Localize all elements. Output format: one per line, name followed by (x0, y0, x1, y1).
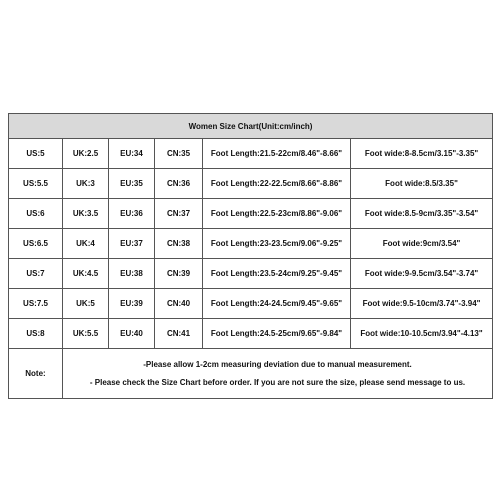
cell-us: US:5 (9, 139, 63, 169)
table-row (9, 289, 493, 319)
cell-width: Foot wide:9.5-10cm/3.74"-3.94" (351, 289, 493, 319)
title-row (9, 114, 493, 139)
cell-width: Foot wide:10-10.5cm/3.94"-4.13" (351, 319, 493, 349)
cell-length: Foot Length:21.5-22cm/8.46"-8.66" (203, 139, 351, 169)
cell-us: US:8 (9, 319, 63, 349)
cell-cn: CN:37 (155, 199, 203, 229)
cell-cn: CN:36 (155, 169, 203, 199)
cell-length: Foot Length:22.5-23cm/8.86"-9.06" (203, 199, 351, 229)
cell-uk: UK:4 (63, 229, 109, 259)
cell-uk: UK:3 (63, 169, 109, 199)
cell-us: US:5.5 (9, 169, 63, 199)
table-row (9, 199, 493, 229)
cell-us: US:7 (9, 259, 63, 289)
size-chart-table (8, 113, 493, 399)
cell-length: Foot Length:24-24.5cm/9.45"-9.65" (203, 289, 351, 319)
cell-eu: EU:34 (109, 139, 155, 169)
cell-cn: CN:40 (155, 289, 203, 319)
cell-cn: CN:39 (155, 259, 203, 289)
cell-eu: EU:37 (109, 229, 155, 259)
note-line1: -Please allow 1-2cm measuring deviation due to manual measurement. (143, 360, 412, 369)
cell-uk: UK:3.5 (63, 199, 109, 229)
cell-cn: CN:38 (155, 229, 203, 259)
cell-cn: CN:35 (155, 139, 203, 169)
cell-length: Foot Length:22-22.5cm/8.66"-8.86" (203, 169, 351, 199)
cell-uk: UK:4.5 (63, 259, 109, 289)
cell-us: US:6.5 (9, 229, 63, 259)
cell-us: US:6 (9, 199, 63, 229)
cell-width: Foot wide:9-9.5cm/3.54"-3.74" (351, 259, 493, 289)
chart-title: Women Size Chart(Unit:cm/inch) (9, 114, 493, 139)
table-row (9, 319, 493, 349)
cell-eu: EU:35 (109, 169, 155, 199)
note-row (9, 349, 493, 399)
cell-length: Foot Length:23.5-24cm/9.25"-9.45" (203, 259, 351, 289)
cell-eu: EU:39 (109, 289, 155, 319)
table-row (9, 259, 493, 289)
cell-eu: EU:36 (109, 199, 155, 229)
cell-eu: EU:38 (109, 259, 155, 289)
cell-width: Foot wide:8.5-9cm/3.35"-3.54" (351, 199, 493, 229)
note-text (63, 349, 493, 399)
cell-eu: EU:40 (109, 319, 155, 349)
cell-width: Foot wide:8-8.5cm/3.15"-3.35" (351, 139, 493, 169)
cell-width: Foot wide:8.5/3.35" (351, 169, 493, 199)
cell-uk: UK:5.5 (63, 319, 109, 349)
cell-length: Foot Length:24.5-25cm/9.65"-9.84" (203, 319, 351, 349)
table-row (9, 139, 493, 169)
cell-width: Foot wide:9cm/3.54" (351, 229, 493, 259)
table-row (9, 169, 493, 199)
cell-uk: UK:2.5 (63, 139, 109, 169)
note-line2: - Please check the Size Chart before order. If you are not sure the size, please send message to us. (89, 378, 466, 387)
cell-length: Foot Length:23-23.5cm/9.06"-9.25" (203, 229, 351, 259)
cell-cn: CN:41 (155, 319, 203, 349)
table-row (9, 229, 493, 259)
cell-uk: UK:5 (63, 289, 109, 319)
cell-us: US:7.5 (9, 289, 63, 319)
note-label: Note: (9, 349, 63, 399)
